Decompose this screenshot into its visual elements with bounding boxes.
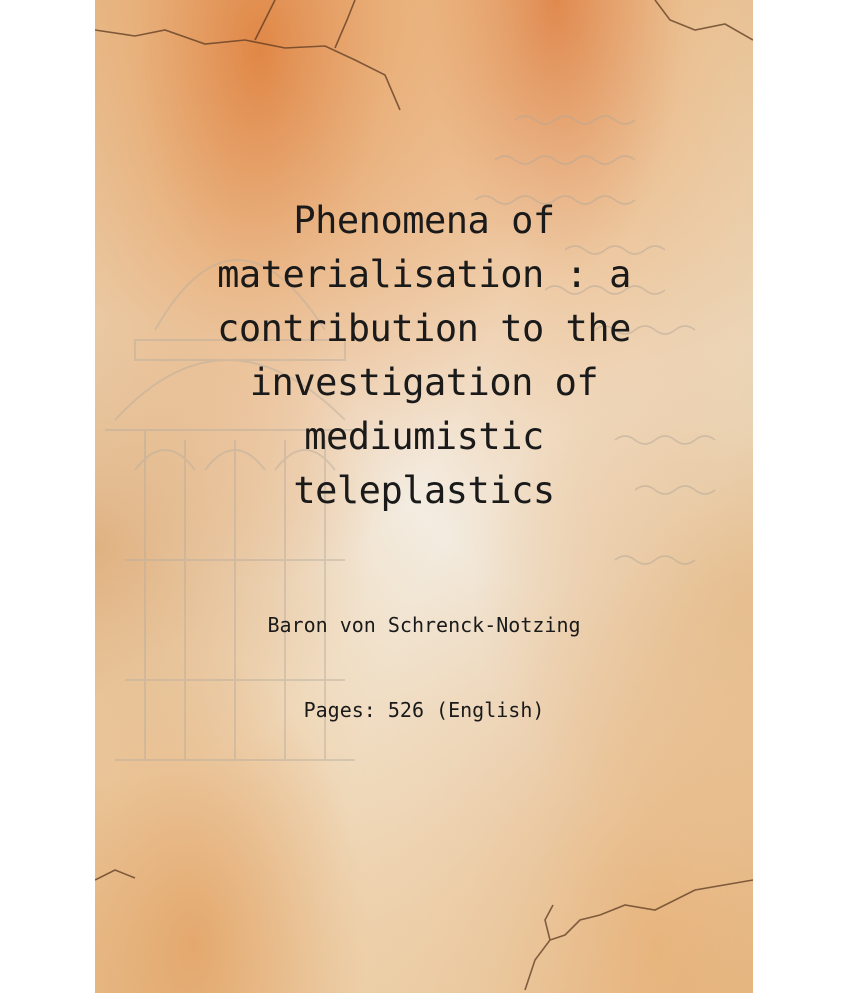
- title-line: contribution to the: [217, 307, 631, 350]
- book-cover: [95, 0, 753, 993]
- title-line: teleplastics: [293, 469, 555, 512]
- title-line: mediumistic: [304, 415, 544, 458]
- book-title: [95, 194, 753, 518]
- title-line: Phenomena of: [293, 199, 555, 242]
- title-line: investigation of: [249, 361, 599, 404]
- page-count: Pages: 526 (English): [303, 698, 545, 722]
- title-line: materialisation : a: [217, 253, 631, 296]
- book-author: Baron von Schrenck-Notzing: [267, 613, 581, 637]
